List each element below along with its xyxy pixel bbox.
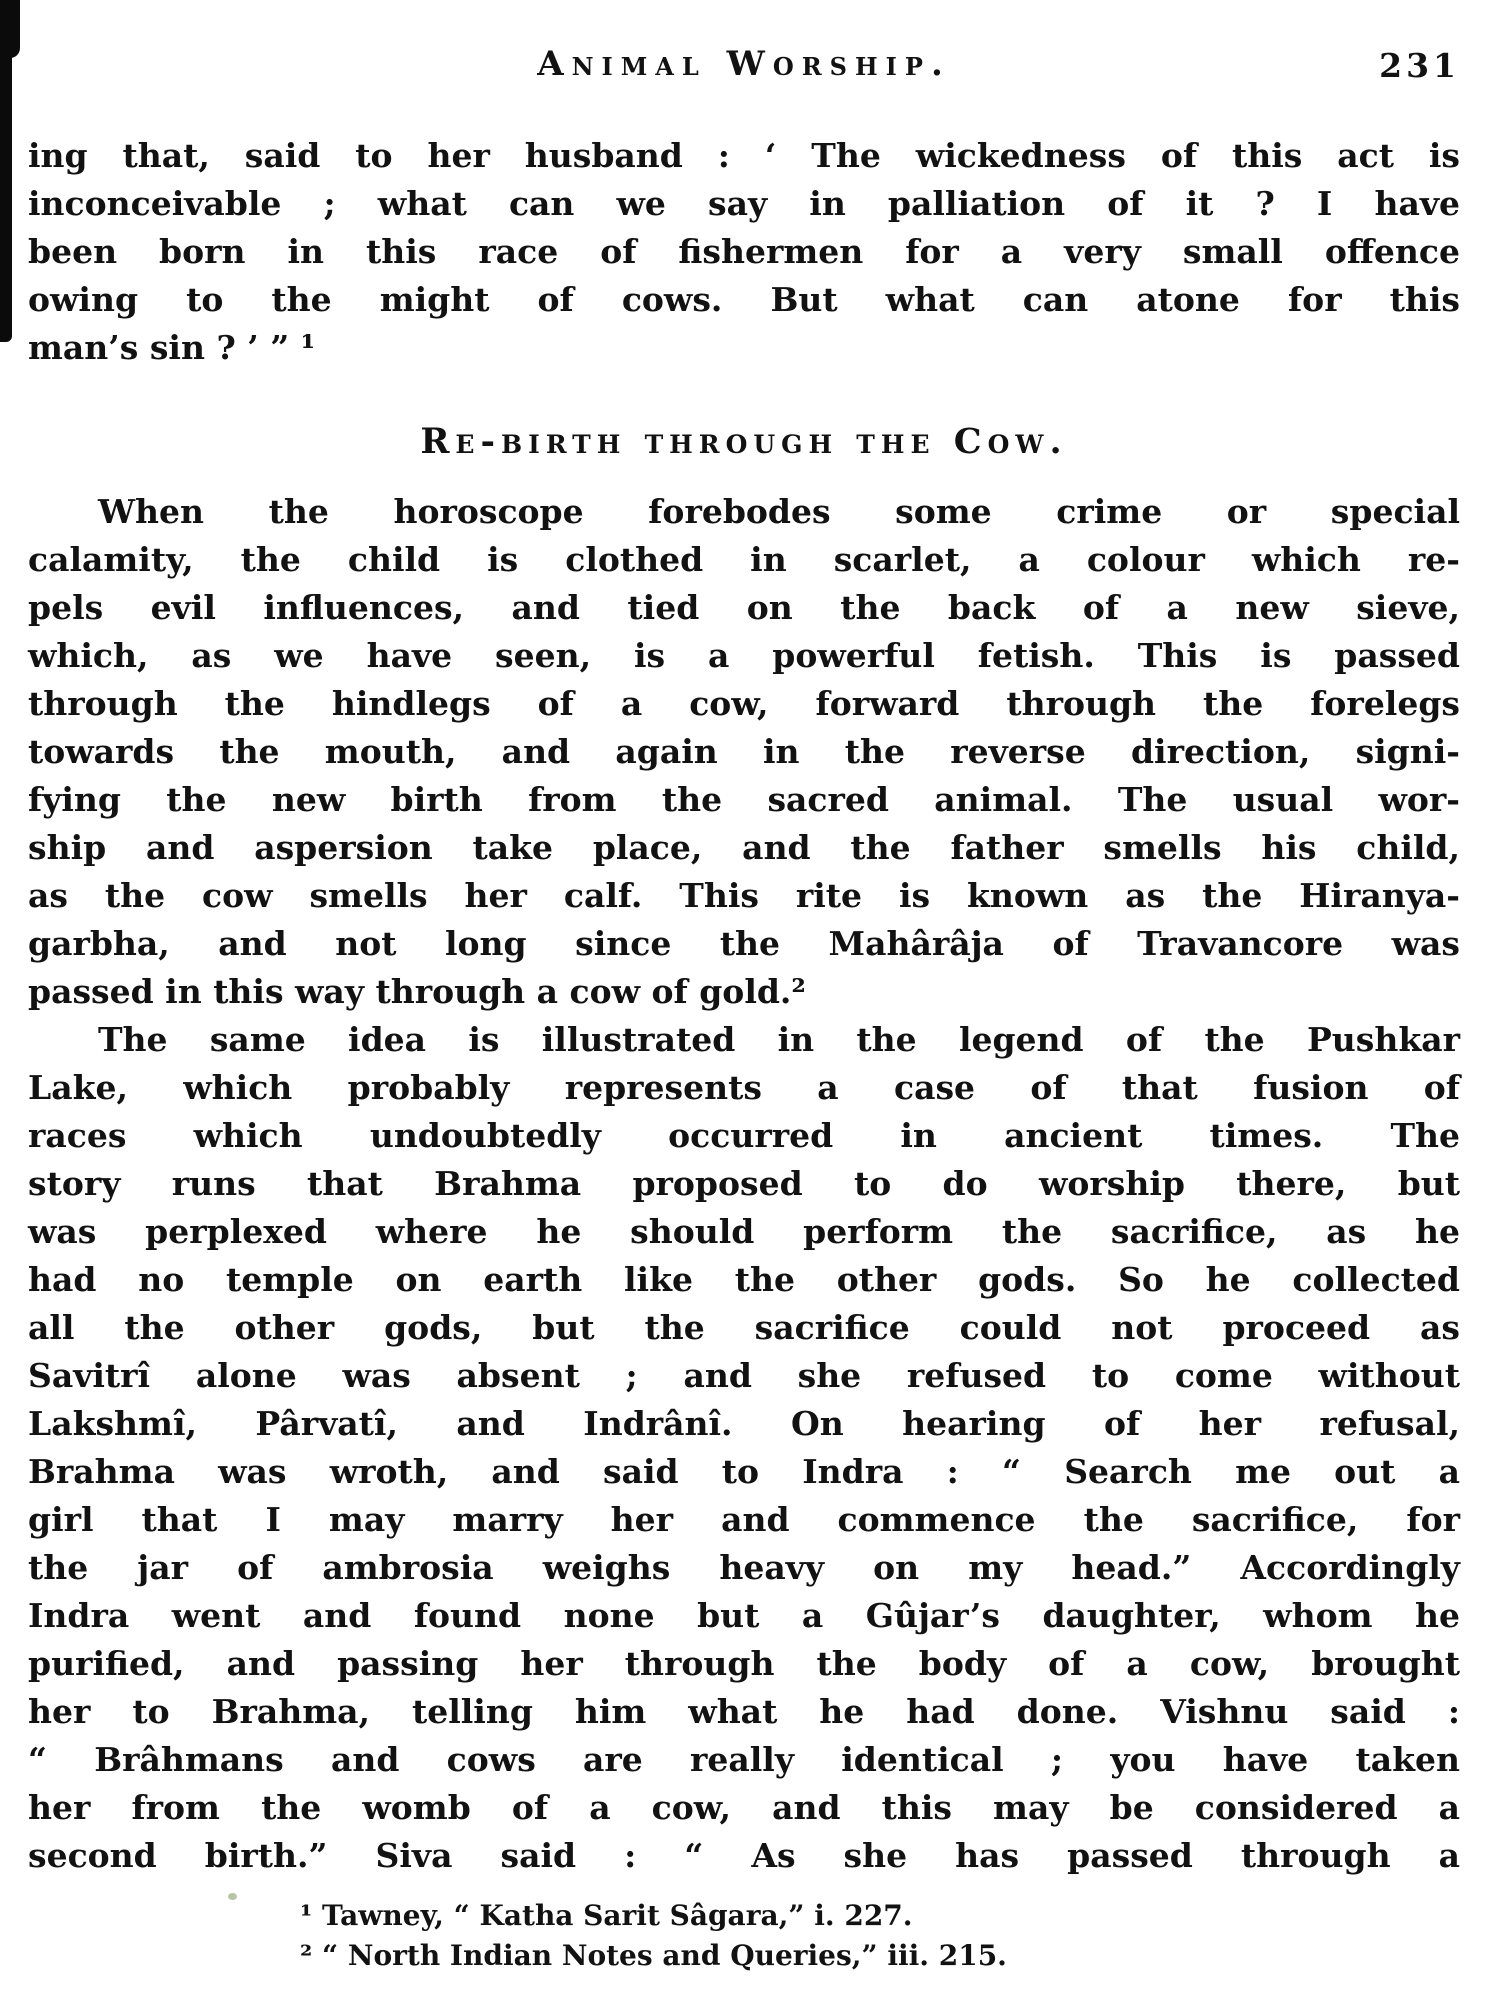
page-header-title: Animal Worship. — [537, 44, 951, 84]
text-line: fying the new birth from the sacred animal. The usual wor- — [28, 780, 1460, 819]
text-line: ing that, said to her husband : ‘ The wickedness of this act is — [28, 136, 1460, 175]
text-line: garbha, and not long since the Mahârâja of Travancore was — [28, 924, 1460, 963]
text-line: passed in this way through a cow of gold.² — [28, 972, 806, 1011]
text-line: ship and aspersion take place, and the father smells his child, — [28, 828, 1460, 867]
text-line: was perplexed where he should perform the sacrifice, as he — [28, 1212, 1460, 1251]
text-line: races which undoubtedly occurred in ancient times. The — [28, 1116, 1460, 1155]
text-line: calamity, the child is clothed in scarlet, a colour which re- — [28, 540, 1460, 579]
text-line: girl that I may marry her and commence the sacrifice, for — [28, 1500, 1460, 1539]
text-line: When the horoscope forebodes some crime or special — [98, 492, 1460, 531]
text-line: “ Brâhmans and cows are really identical ; you have taken — [28, 1740, 1460, 1779]
text-line: been born in this race of fishermen for a very small offence — [28, 232, 1460, 271]
text-line: Brahma was wroth, and said to Indra : “ Search me out a — [28, 1452, 1460, 1491]
text-line: Lakshmî, Pârvatî, and Indrânî. On hearing of her refusal, — [28, 1404, 1460, 1443]
body-text — [28, 132, 1460, 1976]
text-line: her from the womb of a cow, and this may be considered a — [28, 1788, 1460, 1827]
text-line: through the hindlegs of a cow, forward through the forelegs — [28, 684, 1460, 723]
text-line: had no temple on earth like the other gods. So he collected — [28, 1260, 1460, 1299]
text-line: second birth.” Siva said : “ As she has passed through a — [28, 1836, 1460, 1875]
text-line: purified, and passing her through the body of a cow, brought — [28, 1644, 1460, 1683]
footnote-1: ¹ Tawney, “ Katha Sarit Sâgara,” i. 227. — [300, 1899, 913, 1932]
paragraph-rebirth-through-cow — [28, 488, 1460, 1016]
page-number: 231 — [1379, 46, 1460, 85]
text-line: pels evil influences, and tied on the back of a new sieve, — [28, 588, 1460, 627]
text-line: as the cow smells her calf. This rite is known as the Hiranya- — [28, 876, 1460, 915]
text-line: owing to the might of cows. But what can atone for this — [28, 280, 1460, 319]
text-line: Indra went and found none but a Gûjar’s daughter, whom he — [28, 1596, 1460, 1635]
section-heading: Re-birth through the Cow. — [420, 421, 1068, 462]
text-line: which, as we have seen, is a powerful fetish. This is passed — [28, 636, 1460, 675]
page-content — [28, 0, 1460, 1976]
footnote-2: ² “ North Indian Notes and Queries,” iii. 215. — [300, 1939, 1007, 1972]
text-line: her to Brahma, telling him what he had done. Vishnu said : — [28, 1692, 1460, 1731]
text-line: all the other gods, but the sacrifice could not proceed as — [28, 1308, 1460, 1347]
text-line: towards the mouth, and again in the reverse direction, signi- — [28, 732, 1460, 771]
text-line: inconceivable ; what can we say in palliation of it ? I have — [28, 184, 1460, 223]
text-line: story runs that Brahma proposed to do worship there, but — [28, 1164, 1460, 1203]
footnotes — [28, 1896, 1460, 1976]
running-header — [28, 44, 1460, 86]
text-line: The same idea is illustrated in the legend of the Pushkar — [98, 1020, 1460, 1059]
text-line: the jar of ambrosia weighs heavy on my head.” Accordingly — [28, 1548, 1460, 1587]
paragraph-continuation — [28, 132, 1460, 372]
text-line: man’s sin ? ’ ” ¹ — [28, 328, 316, 367]
scan-corner-artifact — [0, 0, 20, 58]
text-line: Savitrî alone was absent ; and she refused to come without — [28, 1356, 1460, 1395]
paragraph-pushkar-legend — [28, 1016, 1460, 1880]
text-line: Lake, which probably represents a case of that fusion of — [28, 1068, 1460, 1107]
